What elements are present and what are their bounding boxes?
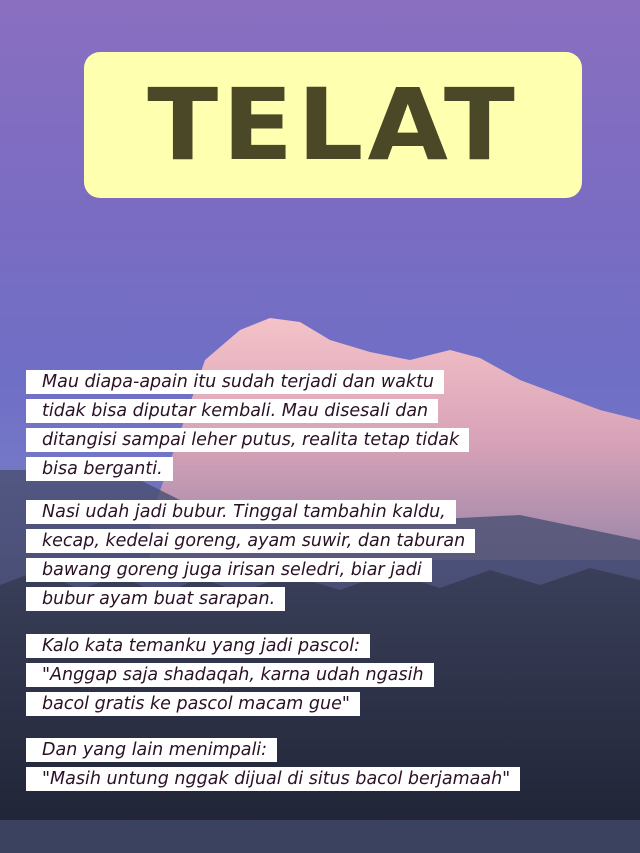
paragraph-1 <box>26 370 469 486</box>
text-line: "Anggap saja shadaqah, karna udah ngasih <box>26 663 434 687</box>
text-line: ditangisi sampai leher putus, realita tetap tidak <box>26 428 469 452</box>
paragraph-2 <box>26 500 475 616</box>
text-line: bacol gratis ke pascol macam gue" <box>26 692 360 716</box>
text-line: Dan yang lain menimpali: <box>26 738 277 762</box>
text-line: Kalo kata temanku yang jadi pascol: <box>26 634 370 658</box>
text-line: tidak bisa diputar kembali. Mau disesali dan <box>26 399 438 423</box>
page-title: TELAT <box>147 67 519 183</box>
text-line: kecap, kedelai goreng, ayam suwir, dan taburan <box>26 529 475 553</box>
text-line: Nasi udah jadi bubur. Tinggal tambahin kaldu, <box>26 500 456 524</box>
paragraph-4 <box>26 738 520 796</box>
text-line: "Masih untung nggak dijual di situs bacol berjamaah" <box>26 767 520 791</box>
text-line: bawang goreng juga irisan seledri, biar jadi <box>26 558 432 582</box>
title-banner <box>84 52 582 198</box>
paragraph-3 <box>26 634 434 721</box>
text-line: Mau diapa-apain itu sudah terjadi dan waktu <box>26 370 444 394</box>
text-line: bubur ayam buat sarapan. <box>26 587 285 611</box>
text-line: bisa berganti. <box>26 457 173 481</box>
